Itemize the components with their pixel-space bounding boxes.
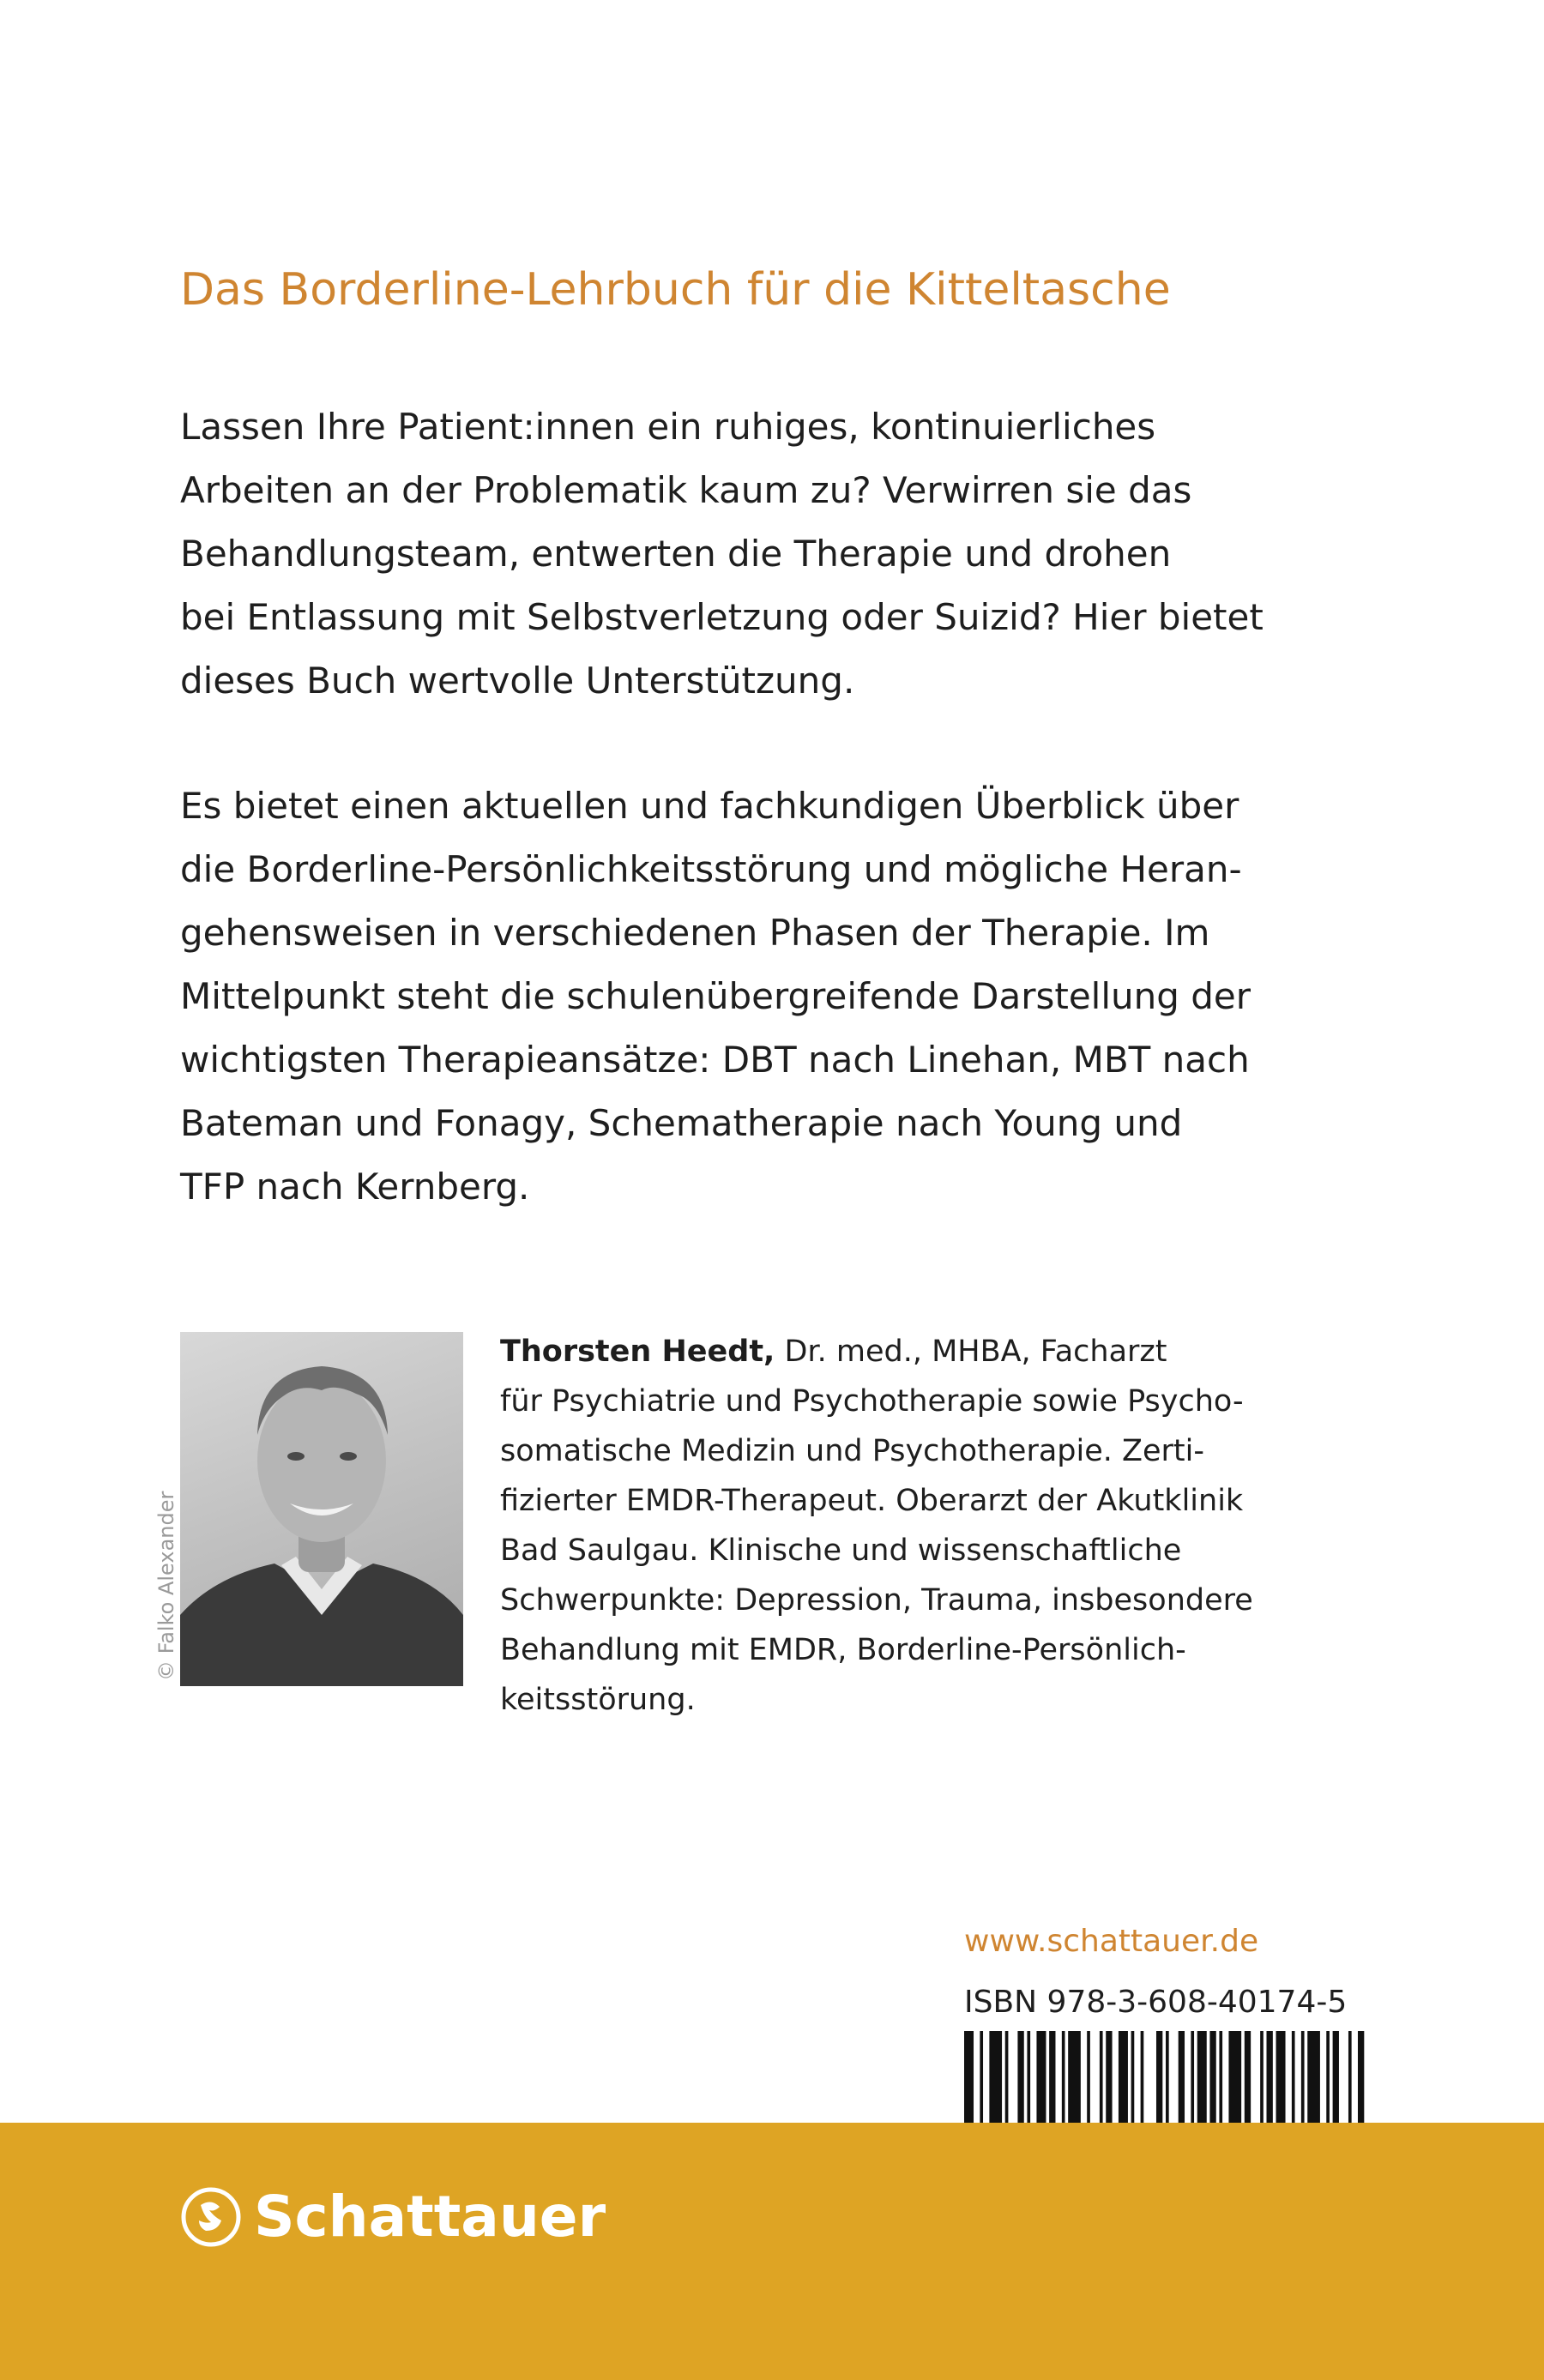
overview-paragraph xyxy=(180,774,1415,1219)
intro-line: Behandlungsteam, entwerten die Therapie und drohen xyxy=(180,533,1172,575)
barcode-bar xyxy=(1191,2031,1194,2124)
publisher-website-link[interactable]: www.schattauer.de xyxy=(964,1924,1259,1959)
barcode-bar xyxy=(1141,2031,1144,2124)
isbn-barcode xyxy=(964,2031,1367,2124)
overview-line: TFP nach Kernberg. xyxy=(180,1166,530,1208)
intro-line: Arbeiten an der Problematik kaum zu? Verwirren sie das xyxy=(180,469,1192,511)
barcode-bar xyxy=(989,2031,1002,2124)
overview-line: Bateman und Fonagy, Schematherapie nach Young und xyxy=(180,1102,1183,1144)
barcode-bar xyxy=(964,2031,974,2124)
author-bio-line xyxy=(500,1327,1392,1377)
barcode-bar xyxy=(980,2031,983,2124)
back-cover-headline: Das Borderline-Lehrbuch für die Kitteltasche xyxy=(180,264,1171,316)
intro-line: Lassen Ihre Patient:innen ein ruhiges, kontinuierliches xyxy=(180,406,1156,448)
author-bio-line: somatische Medizin und Psychotherapie. Zerti- xyxy=(500,1434,1204,1468)
isbn-number: ISBN 978-3-608-40174-5 xyxy=(964,1985,1348,2020)
barcode-bar xyxy=(1292,2031,1295,2124)
author-bio xyxy=(500,1327,1392,1725)
publisher-logo-icon xyxy=(180,2186,242,2248)
barcode-bar xyxy=(1017,2031,1023,2124)
barcode-bar xyxy=(1358,2031,1364,2124)
author-bio-line: Schwerpunkte: Depression, Trauma, insbesondere xyxy=(500,1583,1253,1618)
overview-line: Es bietet einen aktuellen und fachkundigen Überblick über xyxy=(180,785,1239,827)
barcode-bar xyxy=(1179,2031,1185,2124)
publisher-name: Schattauer xyxy=(254,2184,606,2250)
barcode-bar xyxy=(1068,2031,1081,2124)
author-bio-line-rest: Dr. med., MHBA, Facharzt xyxy=(775,1335,1167,1369)
photo-credit: © Falko Alexander xyxy=(154,1491,178,1681)
publisher-logo xyxy=(180,2183,606,2251)
overview-line: wichtigsten Therapieansätze: DBT nach Linehan, MBT nach xyxy=(180,1039,1250,1081)
barcode-bar xyxy=(1301,2031,1305,2124)
barcode-bar xyxy=(1276,2031,1286,2124)
barcode-bar xyxy=(1267,2031,1273,2124)
barcode-bar xyxy=(1036,2031,1046,2124)
author-photo xyxy=(180,1332,463,1686)
barcode-bar xyxy=(1197,2031,1207,2124)
barcode-bar xyxy=(1209,2031,1215,2124)
barcode-bar xyxy=(1333,2031,1339,2124)
barcode-bar xyxy=(1260,2031,1264,2124)
intro-paragraph xyxy=(180,395,1415,713)
author-bio-line: Behandlung mit EMDR, Borderline-Persönlich- xyxy=(500,1633,1186,1667)
author-bio-line: für Psychiatrie und Psychotherapie sowie Psycho- xyxy=(500,1384,1244,1419)
barcode-bar xyxy=(1348,2031,1352,2124)
barcode-bar xyxy=(1307,2031,1320,2124)
barcode-bar xyxy=(1156,2031,1162,2124)
barcode-bar xyxy=(1049,2031,1055,2124)
author-bio-line: Bad Saulgau. Klinische und wissenschaftliche xyxy=(500,1533,1182,1568)
barcode-bar xyxy=(1100,2031,1103,2124)
intro-line: dieses Buch wertvolle Unterstützung. xyxy=(180,660,855,702)
publisher-band xyxy=(0,2123,1544,2380)
intro-line: bei Entlassung mit Selbstverletzung oder Suizid? Hier bietet xyxy=(180,596,1264,638)
overview-line: Mittelpunkt steht die schulenübergreifende Darstellung der xyxy=(180,975,1251,1017)
barcode-bar xyxy=(1245,2031,1251,2124)
barcode-bar xyxy=(1119,2031,1128,2124)
barcode-bar xyxy=(1166,2031,1169,2124)
barcode-bar xyxy=(1027,2031,1030,2124)
barcode-bar xyxy=(1087,2031,1090,2124)
author-name: Thorsten Heedt, xyxy=(500,1335,775,1369)
overview-line: gehensweisen in verschiedenen Phasen der Therapie. Im xyxy=(180,912,1210,954)
barcode-bar xyxy=(1219,2031,1222,2124)
barcode-bar xyxy=(1228,2031,1241,2124)
author-bio-line: keitsstörung. xyxy=(500,1683,696,1717)
author-bio-line: fizierter EMDR-Therapeut. Oberarzt der Akutklinik xyxy=(500,1484,1244,1518)
barcode-bar xyxy=(1005,2031,1009,2124)
barcode-bar xyxy=(1106,2031,1112,2124)
barcode-bar xyxy=(1326,2031,1330,2124)
overview-line: die Borderline-Persönlichkeitsstörung und mögliche Heran- xyxy=(180,848,1242,890)
barcode-bar xyxy=(1062,2031,1065,2124)
barcode-bar xyxy=(1131,2031,1135,2124)
